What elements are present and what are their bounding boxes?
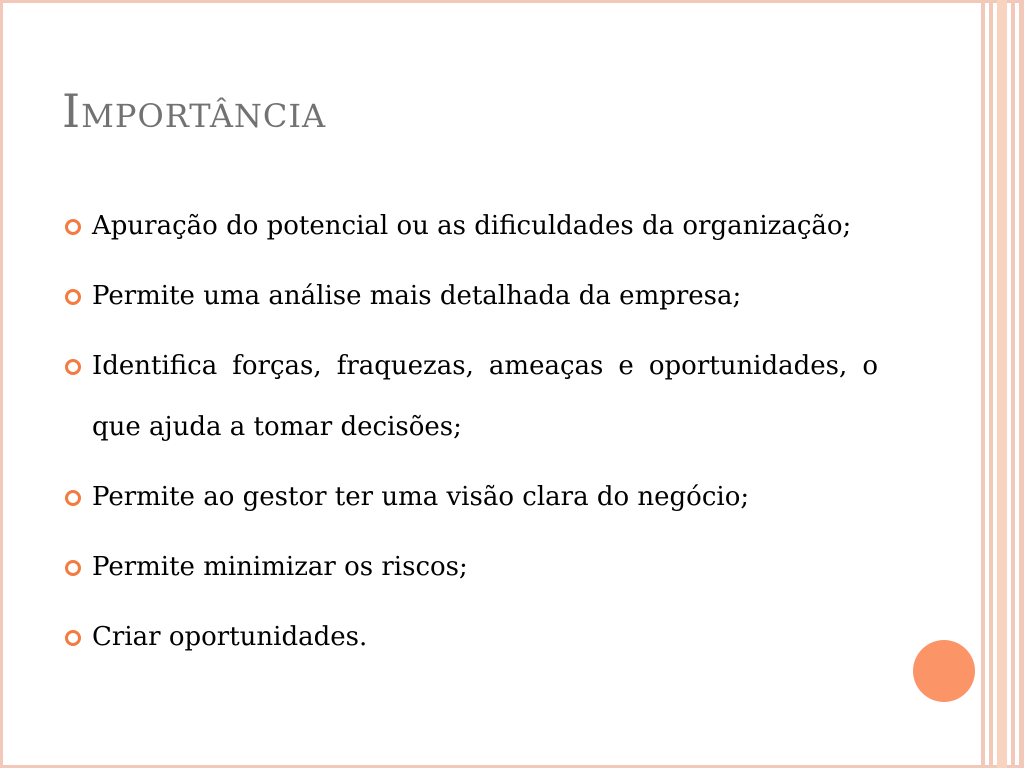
bullet-icon <box>65 219 81 235</box>
decorative-circle <box>913 640 975 702</box>
bullet-icon <box>65 560 81 576</box>
slide-border-top <box>0 0 1024 3</box>
slide-title: Importância <box>62 84 327 138</box>
bullet-list <box>62 196 878 677</box>
list-item <box>62 537 878 598</box>
bullet-icon <box>65 490 81 506</box>
list-item <box>62 336 878 458</box>
bullet-text: Permite minimizar os riscos; <box>92 552 468 582</box>
bullet-text: Permite uma análise mais detalhada da empresa; <box>92 281 742 311</box>
bullet-icon <box>65 359 81 375</box>
bullet-text: Criar oportunidades. <box>92 622 368 652</box>
right-stripe <box>1019 0 1024 768</box>
list-item <box>62 196 878 257</box>
bullet-icon <box>65 289 81 305</box>
list-item <box>62 607 878 668</box>
right-stripe <box>1011 0 1015 768</box>
slide-border-left <box>0 0 3 768</box>
right-stripe <box>997 0 1007 768</box>
right-stripe <box>981 0 985 768</box>
bullet-icon <box>65 630 81 646</box>
right-stripe <box>989 0 993 768</box>
list-item <box>62 467 878 528</box>
list-item <box>62 266 878 327</box>
bullet-text: Apuração do potencial ou as dificuldades da organização; <box>92 211 852 241</box>
bullet-text: Identifica forças, fraquezas, ameaças e oportunidades, o que ajuda a tomar decisões; <box>92 351 878 442</box>
bullet-text: Permite ao gestor ter uma visão clara do negócio; <box>92 482 750 512</box>
